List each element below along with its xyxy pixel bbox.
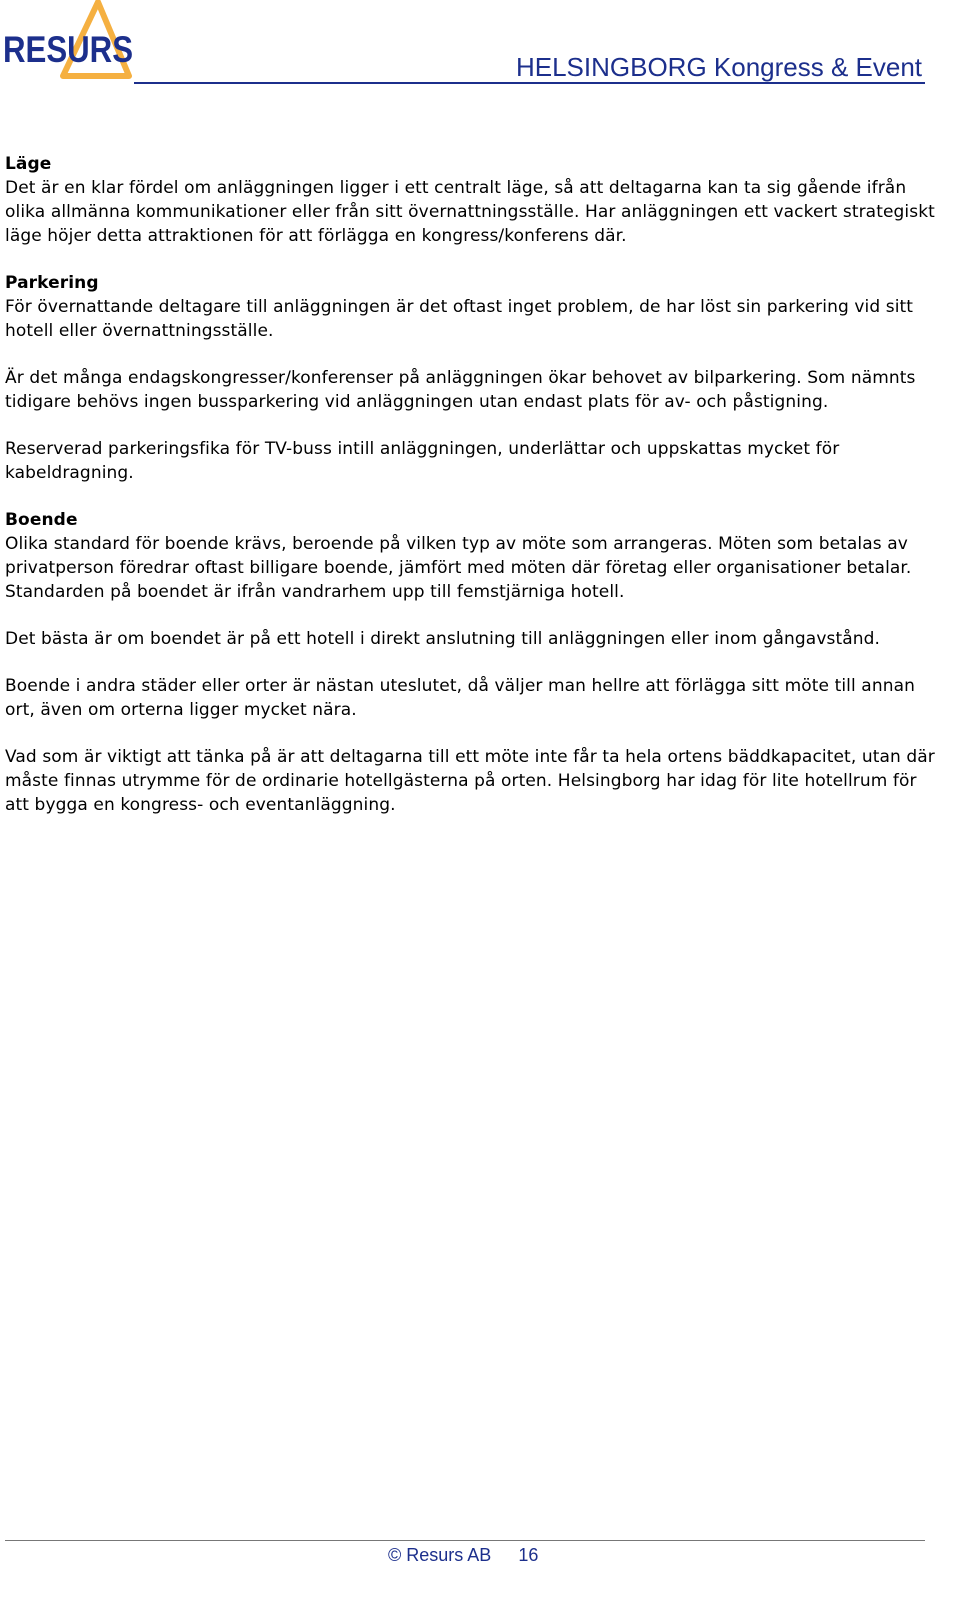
section-heading: Läge [5, 154, 52, 174]
paragraph: Vad som är viktigt att tänka på är att deltagarna till ett möte inte får ta hela ortens bäddkapacitet, utan där måste finnas utrymme för de ordinarie hotellgästerna på orten. Helsingborg har idag för lite hotellrum för att bygga en kongress- och eventanläggning. [5, 747, 935, 815]
section-boende [5, 508, 935, 817]
paragraph: För övernattande deltagare till anläggningen är det oftast inget problem, de har löst sin parkering vid sitt hotell eller övernattningsställe. [5, 297, 914, 341]
paragraph: Är det många endagskongresser/konferenser på anläggningen ökar behovet av bilparkering. Som nämnts tidigare behövs ingen bussparkering vid anläggningen utan endast plats för av- och påstigning. [5, 368, 916, 412]
resurs-logo [2, 0, 137, 82]
section-lage [5, 152, 935, 248]
page-number: 16 [518, 1545, 539, 1565]
header-rule [134, 82, 925, 84]
paragraph: Reserverad parkeringsfika för TV-buss intill anläggningen, underlättar och uppskattas mycket för kabeldragning. [5, 439, 840, 483]
logo-text: RESURS [3, 29, 133, 70]
header-title: HELSINGBORG Kongress & Event [515, 52, 922, 82]
section-parkering [5, 271, 935, 485]
paragraph: Det bästa är om boendet är på ett hotell i direkt anslutning till anläggningen eller inom gångavstånd. [5, 629, 880, 649]
footer-rule [5, 1540, 925, 1541]
paragraph: Olika standard för boende krävs, beroende på vilken typ av möte som arrangeras. Möten som betalas av privatperson föredrar oftast billigare boende, jämfört med möten där företag eller organisationer betalar. Standarden på boendet är ifrån vandrarhem upp till femstjärniga hotell. [5, 534, 912, 602]
paragraph: Boende i andra städer eller orter är nästan uteslutet, då väljer man hellre att förlägga sitt möte till annan ort, även om orterna ligger mycket nära. [5, 676, 915, 720]
section-heading: Boende [5, 510, 78, 530]
section-heading: Parkering [5, 273, 99, 293]
page-footer [388, 1545, 538, 1566]
footer-copyright: © Resurs AB [388, 1545, 492, 1565]
paragraph: Det är en klar fördel om anläggningen ligger i ett centralt läge, så att deltagarna kan ta sig gående ifrån olika allmänna kommunikationer eller från sitt övernattningsställe. Har anläggningen ett vackert strategiskt läge höjer detta attraktionen för att förlägga en kongress/konferens där. [5, 178, 935, 246]
document-body [5, 152, 935, 840]
